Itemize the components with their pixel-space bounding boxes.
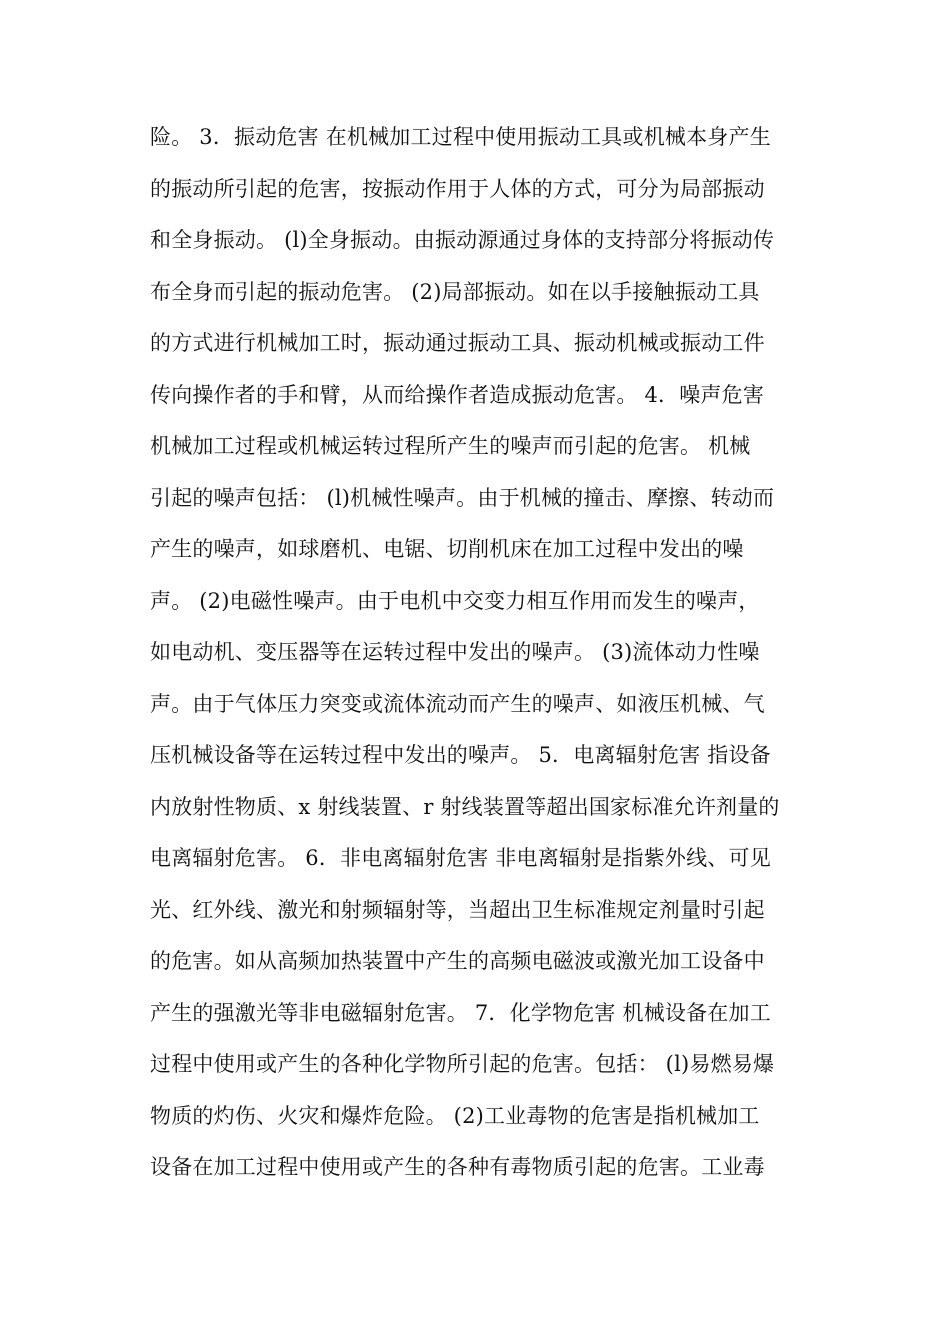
text-line: 布全身而引起的振动危害。 (2)局部振动。如在以手接触振动工具 (150, 279, 760, 304)
text-line: 产生的强激光等非电磁辐射危害。 7．化学物危害 机械设备在加工 (150, 1000, 771, 1025)
text-line: 声。由于气体压力突变或流体流动而产生的噪声、如液压机械、气 (150, 691, 765, 716)
text-line: 传向操作者的手和臂，从而给操作者造成振动危害。 4．噪声危害 (150, 382, 765, 407)
text-line: 引起的噪声包括： (l)机械性噪声。由于机械的撞击、摩擦、转动而 (150, 485, 775, 510)
text-line: 的危害。如从高频加热装置中产生的高频电磁波或激光加工设备中 (150, 949, 765, 973)
text-line: 产生的噪声，如球磨机、电锯、切削机床在加工过程中发出的噪 (150, 537, 744, 561)
text-line: 如电动机、变压器等在运转过程中发出的噪声。 (3)流体动力性噪 (150, 640, 760, 664)
text-line: 电离辐射危害。 6．非电离辐射危害 非电离辐射是指紫外线、可见 (150, 846, 771, 870)
text-line: 物质的灼伤、火灾和爆炸危险。 (2)工业毒物的危害是指机械加工 (150, 1103, 760, 1128)
body-text (150, 112, 810, 1194)
text-line: 光、红外线、激光和射频辐射等，当超出卫生标准规定剂量时引起 (150, 897, 765, 922)
text-line: 和全身振动。 (l)全身振动。由振动源通过身体的支持部分将振动传 (150, 228, 775, 252)
text-line: 内放射性物质、x 射线装置、r 射线装置等超出国家标准允许剂量的 (150, 794, 780, 819)
text-line: 声。 (2)电磁性噪声。由于电机中交变力相互作用而发生的噪声， (150, 588, 760, 613)
text-line: 的方式进行机械加工时，振动通过振动工具、振动机械或振动工件 (150, 331, 765, 355)
text-line: 机械加工过程或机械运转过程所产生的噪声而引起的危害。 机械 (150, 434, 751, 458)
text-line: 险。 3．振动危害 在机械加工过程中使用振动工具或机械本身产生 (150, 125, 771, 149)
text-line: 过程中使用或产生的各种化学物所引起的危害。包括： (l)易燃易爆 (150, 1052, 775, 1076)
text-line: 压机械设备等在运转过程中发出的噪声。 5．电离辐射危害 指设备 (150, 743, 771, 767)
text-line: 设备在加工过程中使用或产生的各种有毒物质引起的危害。工业毒 (150, 1155, 765, 1179)
text-line: 的振动所引起的危害，按振动作用于人体的方式，可分为局部振动 (150, 176, 765, 201)
